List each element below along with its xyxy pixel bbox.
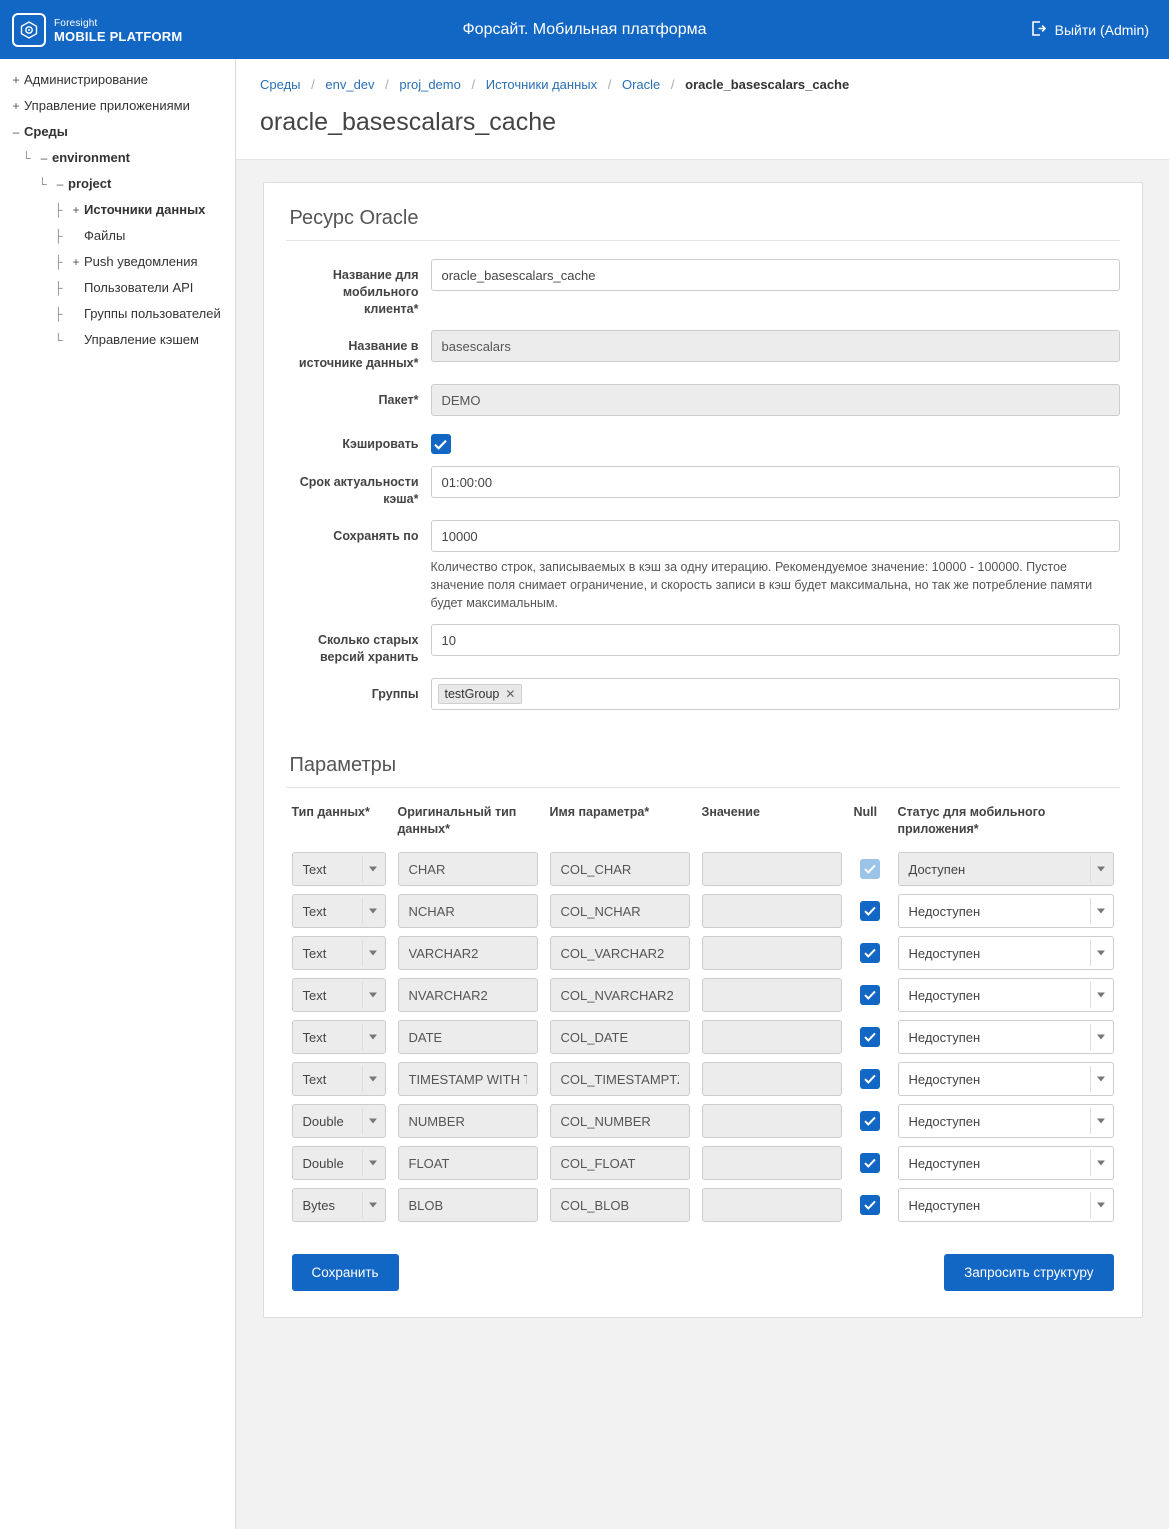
chevron-down-icon xyxy=(369,951,377,956)
cell-type xyxy=(286,1142,392,1184)
param-name-input[interactable] xyxy=(550,852,690,886)
save-by-label: Сохранять по xyxy=(333,529,419,543)
type-select-value: Text xyxy=(302,987,327,1003)
cell-param-name xyxy=(544,974,696,1016)
chevron-down-icon xyxy=(1097,1035,1105,1040)
type-select[interactable] xyxy=(292,1062,386,1096)
type-select-value: Text xyxy=(302,861,327,877)
cell-type xyxy=(286,1016,392,1058)
chevron-down-icon xyxy=(369,1077,377,1082)
sidebar-item-app-management[interactable] xyxy=(0,93,235,119)
package-input[interactable] xyxy=(431,384,1120,416)
table-row xyxy=(286,974,1120,1016)
package-label xyxy=(286,384,431,409)
col-header-param-name xyxy=(544,798,696,848)
status-select[interactable] xyxy=(898,852,1114,886)
status-select[interactable] xyxy=(898,1188,1114,1222)
content-scroll-area xyxy=(236,160,1169,1529)
cell-orig-type xyxy=(392,932,544,974)
cache-ttl-input[interactable] xyxy=(431,466,1120,498)
chevron-down-icon xyxy=(1097,1203,1105,1208)
sidebar-item-label: project xyxy=(68,176,112,191)
cell-value xyxy=(696,1016,848,1058)
cell-type xyxy=(286,974,392,1016)
col-header-status xyxy=(892,798,1120,848)
app-header xyxy=(0,0,1169,59)
param-name-input[interactable] xyxy=(550,1062,690,1096)
logo-line-1: Foresight xyxy=(54,17,98,29)
cell-null xyxy=(848,974,892,1016)
sidebar-item-data-sources[interactable] xyxy=(0,197,235,223)
cell-param-name xyxy=(544,1184,696,1226)
col-header-status-text: Статус для мобильного приложения xyxy=(897,805,1046,836)
chevron-down-icon xyxy=(1097,951,1105,956)
sidebar-item-label: Источники данных xyxy=(84,202,206,217)
cell-value xyxy=(696,1058,848,1100)
param-name-input[interactable] xyxy=(550,978,690,1012)
type-select[interactable] xyxy=(292,936,386,970)
status-select[interactable] xyxy=(898,978,1114,1012)
param-value-input[interactable] xyxy=(702,1062,842,1096)
type-select-value: Text xyxy=(302,1029,327,1045)
cell-type xyxy=(286,1100,392,1142)
cell-value xyxy=(696,974,848,1016)
sidebar-item-label: Push уведомления xyxy=(84,254,198,269)
plus-icon[interactable]: + xyxy=(72,203,80,217)
col-header-param-name-text: Имя параметра xyxy=(549,805,645,819)
status-select-value: Недоступен xyxy=(908,1197,981,1213)
orig-type-input[interactable] xyxy=(398,1188,538,1222)
breadcrumb-current: oracle_basescalars_cache xyxy=(685,77,850,92)
select-divider xyxy=(362,940,363,966)
source-name-input[interactable] xyxy=(431,330,1120,362)
old-versions-input[interactable] xyxy=(431,624,1120,656)
cell-value xyxy=(696,932,848,974)
cell-status xyxy=(892,890,1120,932)
sidebar-item-label: Пользователи API xyxy=(84,280,194,295)
required-marker: * xyxy=(413,393,419,407)
sidebar-item-files[interactable] xyxy=(0,223,235,249)
null-checkbox[interactable] xyxy=(860,1027,880,1047)
cell-null xyxy=(848,1058,892,1100)
param-name-input[interactable] xyxy=(550,894,690,928)
sidebar-item-cache-management[interactable] xyxy=(0,327,235,353)
logout-label: Выйти (Admin) xyxy=(1054,21,1149,38)
cache-checkbox[interactable] xyxy=(431,434,451,454)
chevron-down-icon xyxy=(369,1119,377,1124)
cell-orig-type xyxy=(392,1142,544,1184)
table-row xyxy=(286,848,1120,890)
status-select[interactable] xyxy=(898,894,1114,928)
required-marker: * xyxy=(413,356,419,370)
cell-type xyxy=(286,890,392,932)
chevron-down-icon xyxy=(369,909,377,914)
col-header-type-text: Тип данных xyxy=(291,805,365,819)
group-tag-label: testGroup xyxy=(444,687,500,701)
field-row-package xyxy=(286,384,1120,416)
cell-null xyxy=(848,1142,892,1184)
sidebar-item-push-notifications[interactable] xyxy=(0,249,235,275)
select-divider xyxy=(1090,1150,1091,1176)
app-logo xyxy=(0,13,236,47)
type-select-value: Bytes xyxy=(302,1197,336,1213)
logout-button[interactable] xyxy=(1030,20,1169,40)
mobile-name-label-text: Название для мобильного клиента xyxy=(332,268,419,316)
status-select-value: Недоступен xyxy=(908,1113,981,1129)
package-label-text: Пакет xyxy=(378,393,414,407)
chevron-down-icon xyxy=(369,1035,377,1040)
status-select-value: Недоступен xyxy=(908,1155,981,1171)
logout-icon xyxy=(1030,20,1047,40)
cell-orig-type xyxy=(392,1058,544,1100)
remove-tag-icon[interactable]: ✕ xyxy=(505,687,516,701)
select-divider xyxy=(1090,1108,1091,1134)
save-button[interactable]: Сохранить xyxy=(292,1254,399,1291)
sidebar-item-label: Файлы xyxy=(84,228,126,243)
sidebar-item-environments[interactable] xyxy=(0,119,235,145)
col-header-null xyxy=(848,798,892,848)
sidebar-item-environment[interactable] xyxy=(0,145,235,171)
type-select-value: Text xyxy=(302,1071,327,1087)
param-value-input[interactable] xyxy=(702,936,842,970)
save-by-input[interactable] xyxy=(431,520,1120,552)
cell-null xyxy=(848,1100,892,1142)
cell-param-name xyxy=(544,932,696,974)
cell-status xyxy=(892,1142,1120,1184)
group-tag xyxy=(438,684,523,704)
status-select[interactable] xyxy=(898,1146,1114,1180)
breadcrumb-item-4[interactable]: Oracle xyxy=(621,77,661,92)
cell-value xyxy=(696,1100,848,1142)
status-select-value: Недоступен xyxy=(908,987,981,1003)
source-name-label xyxy=(286,330,431,372)
breadcrumb-area xyxy=(236,59,1169,160)
select-divider xyxy=(362,1024,363,1050)
table-row xyxy=(286,890,1120,932)
cell-type xyxy=(286,1058,392,1100)
field-row-groups xyxy=(286,678,1120,710)
sidebar-item-api-users[interactable] xyxy=(0,275,235,301)
cache-ttl-label xyxy=(286,466,431,508)
field-row-cache xyxy=(286,428,1120,454)
breadcrumb-separator: / xyxy=(311,77,315,92)
status-select[interactable] xyxy=(898,936,1114,970)
cell-status xyxy=(892,848,1120,890)
breadcrumb-item-1[interactable]: env_dev xyxy=(325,77,375,92)
select-divider xyxy=(362,982,363,1008)
cell-param-name xyxy=(544,1016,696,1058)
select-divider xyxy=(1090,856,1091,882)
cell-param-name xyxy=(544,890,696,932)
minus-icon[interactable]: – xyxy=(40,151,48,165)
select-divider xyxy=(362,1066,363,1092)
cell-orig-type xyxy=(392,1100,544,1142)
param-value-input[interactable] xyxy=(702,1020,842,1054)
chevron-down-icon xyxy=(1097,993,1105,998)
cell-null xyxy=(848,932,892,974)
required-marker: * xyxy=(973,822,979,836)
tree-elbow-icon: └ xyxy=(38,177,47,191)
tree-elbow-icon: ├ xyxy=(54,203,63,217)
type-select-value: Double xyxy=(302,1113,344,1129)
table-row xyxy=(286,932,1120,974)
plus-icon[interactable]: + xyxy=(12,99,20,113)
cell-orig-type xyxy=(392,848,544,890)
param-name-input[interactable] xyxy=(550,936,690,970)
null-checkbox[interactable] xyxy=(860,859,880,879)
select-divider xyxy=(362,856,363,882)
status-select[interactable] xyxy=(898,1104,1114,1138)
breadcrumb-separator: / xyxy=(670,77,675,92)
field-row-cache-ttl xyxy=(286,466,1120,508)
cell-null xyxy=(848,890,892,932)
cell-orig-type xyxy=(392,1016,544,1058)
orig-type-input[interactable] xyxy=(398,1146,538,1180)
sidebar-item-project[interactable] xyxy=(0,171,235,197)
params-section-title: Параметры xyxy=(286,744,1120,788)
status-select[interactable] xyxy=(898,1020,1114,1054)
param-name-input[interactable] xyxy=(550,1104,690,1138)
required-marker: * xyxy=(644,805,650,819)
breadcrumb-item-3[interactable]: Источники данных xyxy=(485,77,598,92)
param-name-input[interactable] xyxy=(550,1146,690,1180)
sidebar-item-administration[interactable] xyxy=(0,67,235,93)
source-name-label-text: Название в источнике данных xyxy=(298,339,419,370)
param-name-input[interactable] xyxy=(550,1188,690,1222)
field-row-source-name xyxy=(286,330,1120,372)
cell-param-name xyxy=(544,1142,696,1184)
sidebar-item-label: Управление кэшем xyxy=(84,332,199,347)
cell-status xyxy=(892,932,1120,974)
cell-status xyxy=(892,1184,1120,1226)
chevron-down-icon xyxy=(369,993,377,998)
status-select-value: Недоступен xyxy=(908,945,981,961)
breadcrumb-item-0[interactable]: Среды xyxy=(260,77,301,92)
field-row-mobile-name xyxy=(286,259,1120,318)
tree-elbow-icon: ├ xyxy=(54,307,63,321)
cell-null xyxy=(848,1016,892,1058)
type-select[interactable] xyxy=(292,978,386,1012)
groups-label: Группы xyxy=(371,687,419,701)
sidebar xyxy=(0,59,236,1529)
chevron-down-icon xyxy=(1097,909,1105,914)
minus-icon[interactable]: – xyxy=(12,125,20,139)
field-row-save-by xyxy=(286,520,1120,612)
breadcrumb-separator: / xyxy=(607,77,612,92)
sidebar-item-label: Администрирование xyxy=(24,72,148,87)
cell-status xyxy=(892,1100,1120,1142)
type-select-value: Text xyxy=(302,903,327,919)
required-marker: * xyxy=(413,492,419,506)
cell-type xyxy=(286,1184,392,1226)
tree-elbow-icon: ├ xyxy=(54,229,63,243)
orig-type-input[interactable] xyxy=(398,1020,538,1054)
status-select-value: Недоступен xyxy=(908,1029,981,1045)
required-marker: * xyxy=(445,822,450,836)
select-divider xyxy=(362,898,363,924)
cell-param-name xyxy=(544,848,696,890)
mobile-name-label xyxy=(286,259,431,318)
plus-icon[interactable]: + xyxy=(72,255,80,269)
cell-status xyxy=(892,1058,1120,1100)
type-select[interactable] xyxy=(292,1020,386,1054)
param-value-input[interactable] xyxy=(702,978,842,1012)
null-checkbox[interactable] xyxy=(860,901,880,921)
col-header-null-text: Null xyxy=(853,805,878,819)
cell-null xyxy=(848,1184,892,1226)
select-divider xyxy=(1090,940,1091,966)
table-row xyxy=(286,1184,1120,1226)
status-select[interactable] xyxy=(898,1062,1114,1096)
type-select[interactable] xyxy=(292,894,386,928)
select-divider xyxy=(362,1150,363,1176)
resource-card xyxy=(263,182,1143,1318)
foresight-logo-icon xyxy=(12,13,46,47)
orig-type-input[interactable] xyxy=(398,852,538,886)
type-select[interactable] xyxy=(292,852,386,886)
cell-orig-type xyxy=(392,1184,544,1226)
select-divider xyxy=(1090,1066,1091,1092)
sidebar-item-label: environment xyxy=(52,150,131,165)
logo-line-2: MOBILE PLATFORM xyxy=(54,28,183,44)
type-select-value: Double xyxy=(302,1155,344,1171)
table-row xyxy=(286,1100,1120,1142)
null-checkbox[interactable] xyxy=(860,943,880,963)
orig-type-input[interactable] xyxy=(398,936,538,970)
sidebar-item-label: Среды xyxy=(24,124,68,139)
required-marker: * xyxy=(364,805,370,819)
cell-null xyxy=(848,848,892,890)
cell-type xyxy=(286,848,392,890)
select-divider xyxy=(1090,982,1091,1008)
cell-value xyxy=(696,848,848,890)
sidebar-item-user-groups[interactable] xyxy=(0,301,235,327)
cell-type xyxy=(286,932,392,974)
field-row-old-versions xyxy=(286,624,1120,666)
orig-type-input[interactable] xyxy=(398,978,538,1012)
select-divider xyxy=(1090,1192,1091,1218)
page-header-title: Форсайт. Мобильная платформа xyxy=(462,20,707,38)
minus-icon[interactable]: – xyxy=(56,177,64,191)
type-select[interactable] xyxy=(292,1104,386,1138)
chevron-down-icon xyxy=(369,1203,377,1208)
page-title: oracle_basescalars_cache xyxy=(260,108,557,136)
col-header-type xyxy=(286,798,392,848)
tree-elbow-icon: └ xyxy=(22,151,31,165)
breadcrumb xyxy=(260,77,1169,92)
table-row xyxy=(286,1142,1120,1184)
chevron-down-icon xyxy=(1097,867,1105,872)
cache-label: Кэшировать xyxy=(342,437,419,451)
tree-elbow-icon: └ xyxy=(54,333,63,347)
chevron-down-icon xyxy=(1097,1161,1105,1166)
cell-value xyxy=(696,1184,848,1226)
cell-orig-type xyxy=(392,890,544,932)
null-checkbox[interactable] xyxy=(860,1111,880,1131)
param-value-input[interactable] xyxy=(702,1188,842,1222)
select-divider xyxy=(1090,1024,1091,1050)
chevron-down-icon xyxy=(1097,1077,1105,1082)
mobile-name-input[interactable] xyxy=(431,259,1120,291)
col-header-orig-type xyxy=(392,798,544,848)
status-select-value: Недоступен xyxy=(908,1071,981,1087)
param-value-input[interactable] xyxy=(702,852,842,886)
cell-orig-type xyxy=(392,974,544,1016)
select-divider xyxy=(362,1192,363,1218)
param-value-input[interactable] xyxy=(702,1104,842,1138)
status-select-value: Доступен xyxy=(908,861,966,877)
form-actions xyxy=(286,1254,1120,1291)
cell-param-name xyxy=(544,1100,696,1142)
resource-section-title: Ресурс Oracle xyxy=(286,197,1120,241)
type-select-value: Text xyxy=(302,945,327,961)
save-by-hint: Количество строк, записываемых в кэш за одну итерацию. Рекомендуемое значение: 10000 - 100000. Пустое значение поля снимает ограничение, и скорость записи в кэш будет максимальна, но так же потребление памяти будет максимальным. xyxy=(430,560,1093,610)
orig-type-input[interactable] xyxy=(398,1062,538,1096)
breadcrumb-separator: / xyxy=(385,77,389,92)
sidebar-item-label: Группы пользователей xyxy=(84,306,221,321)
table-row xyxy=(286,1016,1120,1058)
null-checkbox[interactable] xyxy=(860,1069,880,1089)
breadcrumb-separator: / xyxy=(471,77,476,92)
tree-elbow-icon: ├ xyxy=(54,281,63,295)
main-content xyxy=(236,59,1169,1529)
tree-elbow-icon: ├ xyxy=(54,255,63,269)
orig-type-input[interactable] xyxy=(398,1104,538,1138)
params-header-row xyxy=(286,798,1120,848)
null-checkbox[interactable] xyxy=(860,1153,880,1173)
select-divider xyxy=(1090,898,1091,924)
param-value-input[interactable] xyxy=(702,894,842,928)
sidebar-item-label: Управление приложениями xyxy=(24,98,190,113)
breadcrumb-item-2[interactable]: proj_demo xyxy=(399,77,461,92)
null-checkbox[interactable] xyxy=(860,1195,880,1215)
chevron-down-icon xyxy=(369,1161,377,1166)
col-header-value xyxy=(696,798,848,848)
type-select[interactable] xyxy=(292,1188,386,1222)
status-select-value: Недоступен xyxy=(908,903,981,919)
type-select[interactable] xyxy=(292,1146,386,1180)
null-checkbox[interactable] xyxy=(860,985,880,1005)
chevron-down-icon xyxy=(369,867,377,872)
cell-status xyxy=(892,1016,1120,1058)
request-structure-button[interactable]: Запросить структуру xyxy=(944,1254,1113,1291)
select-divider xyxy=(362,1108,363,1134)
cell-value xyxy=(696,1142,848,1184)
cell-param-name xyxy=(544,1058,696,1100)
plus-icon[interactable]: + xyxy=(12,73,20,87)
cache-ttl-label-text: Срок актуальности кэша xyxy=(299,475,419,506)
cell-value xyxy=(696,890,848,932)
param-value-input[interactable] xyxy=(702,1146,842,1180)
chevron-down-icon xyxy=(1097,1119,1105,1124)
table-row xyxy=(286,1058,1120,1100)
params-table xyxy=(286,798,1120,1226)
orig-type-input[interactable] xyxy=(398,894,538,928)
col-header-orig-type-text: Оригинальный тип данных xyxy=(397,805,517,836)
col-header-value-text: Значение xyxy=(701,805,760,819)
cell-status xyxy=(892,974,1120,1016)
groups-tag-input[interactable] xyxy=(431,678,1120,710)
required-marker: * xyxy=(413,302,419,316)
param-name-input[interactable] xyxy=(550,1020,690,1054)
old-versions-label: Сколько старых версий хранить xyxy=(317,633,419,664)
